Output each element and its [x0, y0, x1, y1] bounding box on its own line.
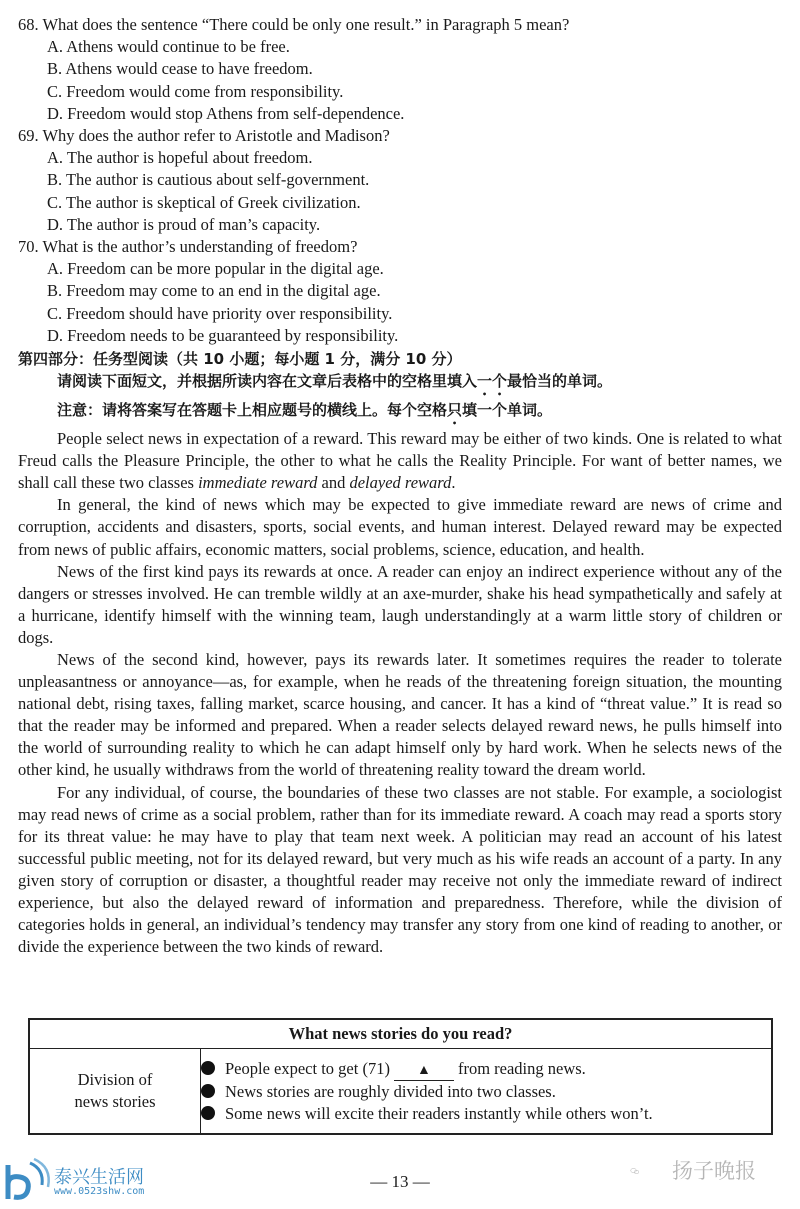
- bullet-text: People expect to get (71): [225, 1058, 390, 1078]
- option-b: B. Athens would cease to have freedom.: [47, 59, 313, 79]
- row-header-line: Division of: [77, 1070, 153, 1089]
- bullet-item: [201, 1081, 771, 1103]
- option-a: A. The author is hopeful about freedom.: [47, 148, 313, 168]
- passage-paragraph-1: [18, 428, 782, 494]
- passage-paragraph-3: News of the first kind pays its rewards at once. A reader can enjoy an indirect experience without any of the dangers or stresses involved. He can tremble wildly at an axe-murder, shake his head sympathetically and safely at a hurricane, identify himself with the winning team, laugh understandingly at a warm little story of children or dogs.: [18, 561, 782, 647]
- passage-paragraph-5: For any individual, of course, the boundaries of these two classes are not stable. For example, a sociologist may read news of crime as a social problem, rather than for its immediate reward. A coach may read a sports story for its threat value: he may have to play that team next week. A politician may read an account of his latest successful public meeting, not for its delayed reward, but very much as his wife reads an account of a party. In any given story of corruption or disaster, a thoughtful reader may receive not only the immediate reward of indirect experience, but also the delayed reward of information and preparedness. Therefore, while the division of categories holds in general, an individual’s tendency may transfer any story from one kind of reading to another, or divide the experience between the two kinds of reward.: [18, 782, 782, 957]
- bullet-icon: [201, 1106, 215, 1120]
- question-68: [18, 14, 782, 125]
- bullet-text: Some news will excite their readers instantly while others won’t.: [225, 1103, 653, 1123]
- instruction-text: 请阅读下面短文，并根据所读内容在文章后表格中的空格里填入: [57, 372, 478, 391]
- site-logo-name: 泰兴生活网: [54, 1167, 144, 1188]
- triangle-icon: ▲: [417, 1062, 431, 1078]
- option-d: D. Freedom needs to be guaranteed by responsibility.: [47, 325, 399, 345]
- bullet-text: News stories are roughly divided into two classes.: [225, 1081, 556, 1101]
- paragraph-text: People select news in expectation of a reward. This reward may be either of two kinds. One is related to what Freud calls the Pleasure Principle, the other to what he calls the Reality Principle. For want of better names, we shall call these two classes: [18, 429, 782, 493]
- option-c: C. Freedom would come from responsibility.: [47, 81, 344, 101]
- question-stem: 69. Why does the author refer to Aristotle and Madison?: [18, 126, 390, 146]
- option-c: C. The author is skeptical of Greek civilization.: [47, 192, 361, 212]
- passage-paragraph-2: In general, the kind of news which may be expected to give immediate reward are news of crime and corruption, accidents and disasters, sports, social events, and human interest. Delayed reward may be expected from news of public affairs, economic matters, social problems, science, education, and health.: [18, 495, 782, 559]
- option-a: A. Freedom can be more popular in the digital age.: [47, 259, 384, 279]
- question-stem: 68. What does the sentence “There could be only one result.” in Paragraph 5 mean?: [18, 15, 570, 34]
- option-d: D. The author is proud of man’s capacity.: [47, 214, 321, 234]
- table-row-content: [201, 1049, 773, 1135]
- watermark-text: 扬子晚报: [672, 1159, 756, 1183]
- question-69: [18, 125, 782, 236]
- bullet-icon: [201, 1061, 215, 1075]
- bullet-icon: [201, 1084, 215, 1098]
- note-emphasis: 只: [447, 401, 463, 420]
- page-number: — 13 —: [370, 1172, 430, 1191]
- bullet-text: from reading news.: [457, 1058, 586, 1078]
- option-a: A. Athens would continue to be free.: [47, 37, 290, 57]
- option-d: D. Freedom would stop Athens from self-dependence.: [47, 103, 405, 123]
- table-row-header: [29, 1049, 201, 1135]
- instruction-text: 最恰当的单词。: [507, 372, 613, 391]
- paragraph-text: and: [317, 473, 350, 493]
- note-text: 填一个单词。: [462, 401, 553, 420]
- option-b: B. The author is cautious about self-government.: [47, 170, 370, 190]
- section-instruction: [18, 370, 782, 399]
- row-header-line: news stories: [74, 1092, 156, 1111]
- paragraph-italic: immediate reward: [198, 473, 318, 493]
- option-c: C. Freedom should have priority over responsibility.: [47, 303, 393, 323]
- paragraph-italic: delayed reward: [349, 473, 452, 493]
- option-b: B. Freedom may come to an end in the digital age.: [47, 281, 381, 301]
- wechat-icon: [630, 1156, 670, 1186]
- answer-blank-71[interactable]: [394, 1060, 454, 1081]
- paragraph-text: .: [451, 473, 456, 493]
- table-title: What news stories do you read?: [29, 1019, 772, 1049]
- instruction-emphasis: 一个: [477, 372, 508, 391]
- task-table: [28, 1018, 773, 1135]
- question-70: [18, 236, 782, 347]
- note-text: 注意：请将答案写在答题卡上相应题号的横线上。每个空格: [57, 401, 448, 420]
- exam-page: [18, 14, 782, 958]
- passage-paragraph-4: News of the second kind, however, pays its rewards later. It sometimes requires the reader to tolerate unpleasantness or annoyance—as, for example, when he reads of the threatening foreign situation, the mounting national debt, rising taxes, falling market, scarce housing, and cancer. It has a kind of “threat value.” It is read so that the reader may be informed and prepared. When a reader selects delayed reward news, he pulls himself into the world of surrounding reality to which he can adapt himself only by hard work. When he selects news of the other kind, he usually withdraws from the world of threatening reality toward the dream world.: [18, 649, 782, 780]
- section-heading: 第四部分：任务型阅读（共 10 小题；每小题 1 分，满分 10 分）: [18, 350, 462, 369]
- site-logo-url: www.0523shw.com: [54, 1186, 145, 1197]
- section-note: [18, 399, 782, 428]
- bullet-item: [201, 1058, 771, 1081]
- question-stem: 70. What is the author’s understanding of freedom?: [18, 237, 358, 257]
- bullet-item: [201, 1103, 771, 1125]
